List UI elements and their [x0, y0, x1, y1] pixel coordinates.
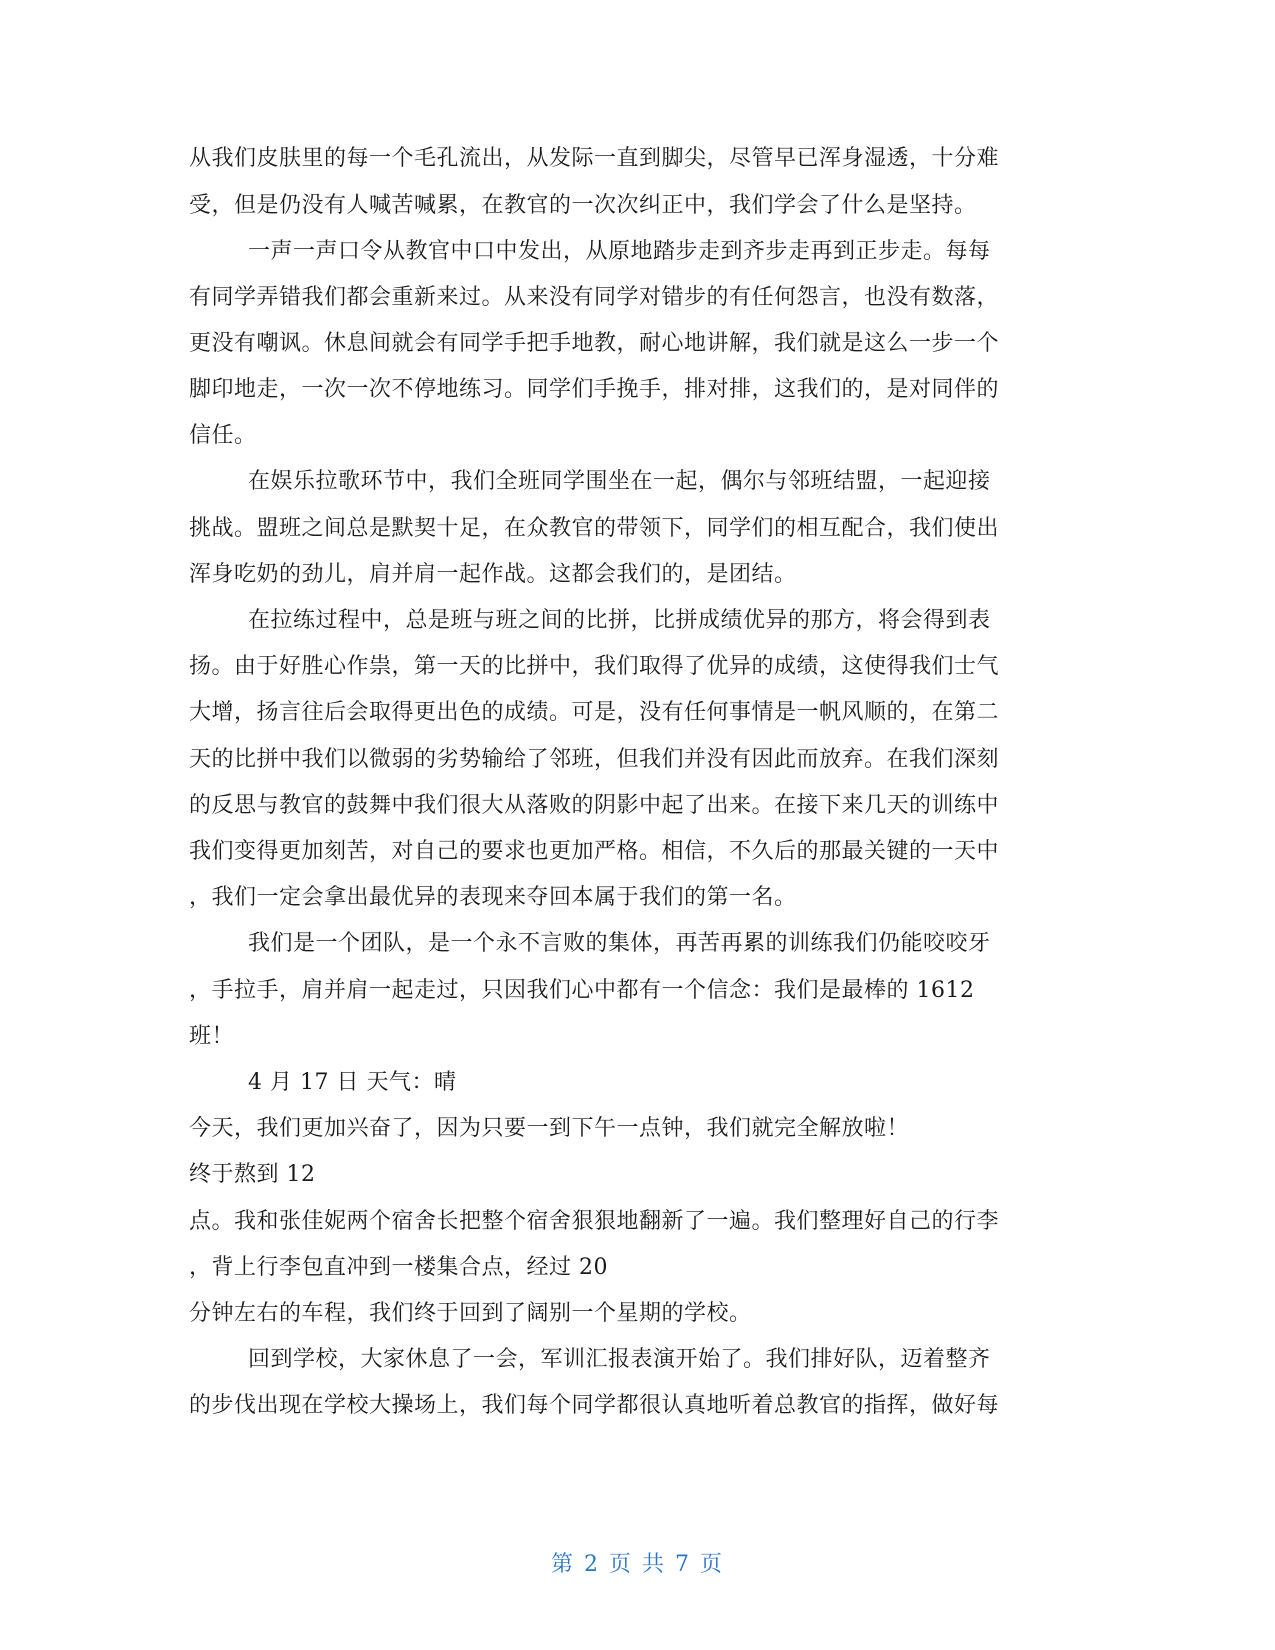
paragraph-start-line: 在娱乐拉歌环节中，我们全班同学围坐在一起，偶尔与邻班结盟，一起迎接: [248, 469, 991, 494]
text-line: 天的比拼中我们以微弱的劣势输给了邻班，但我们并没有因此而放弃。在我们深刻: [189, 747, 1000, 772]
date-weather-line: 4 月 17 日 天气：晴: [248, 1070, 457, 1095]
paragraph-start-line: 我们是一个团队，是一个永不言败的集体，再苦再累的训练我们仍能咬咬牙: [248, 931, 991, 956]
paragraph-start-line: 一声一声口令从教官中口中发出，从原地踏步走到齐步走再到正步走。每每: [248, 239, 991, 264]
text-line: 的步伐出现在学校大操场上，我们每个同学都很认真地听着总教官的指挥，做好每: [189, 1393, 1000, 1418]
text-line: 点。我和张佳妮两个宿舍长把整个宿舍狠狠地翻新了一遍。我们整理好自己的行李: [189, 1209, 1000, 1234]
text-line: 受，但是仍没有人喊苦喊累，在教官的一次次纠正中，我们学会了什么是坚持。: [189, 193, 977, 218]
text-line: ，背上行李包直冲到一楼集合点，经过 20: [189, 1255, 608, 1280]
text-line: ，我们一定会拿出最优异的表现来夺回本属于我们的第一名。: [189, 885, 797, 910]
text-line: 大增，扬言往后会取得更出色的成绩。可是，没有任何事情是一帆风顺的，在第二: [189, 700, 1000, 725]
text-line: 挑战。盟班之间总是默契十足，在众教官的带领下，同学们的相互配合，我们使出: [189, 516, 1000, 541]
text-line: 信任。: [189, 423, 257, 448]
text-line: 班！: [189, 1024, 235, 1049]
paragraph-start-line: 在拉练过程中，总是班与班之间的比拼，比拼成绩优异的那方，将会得到表: [248, 608, 991, 633]
text-line: 我们变得更加刻苦，对自己的要求也更加严格。相信，不久后的那最关键的一天中: [189, 839, 1000, 864]
text-line: 从我们皮肤里的每一个毛孔流出，从发际一直到脚尖，尽管早已浑身湿透，十分难: [189, 146, 1000, 171]
page-number-footer: 第 2 页 共 7 页: [551, 1552, 724, 1577]
text-line: 有同学弄错我们都会重新来过。从来没有同学对错步的有任何怨言，也没有数落，: [189, 285, 1000, 310]
text-line: 扬。由于好胜心作祟，第一天的比拼中，我们取得了优异的成绩，这使得我们士气: [189, 654, 1000, 679]
text-line: 分钟左右的车程，我们终于回到了阔别一个星期的学校。: [189, 1301, 752, 1326]
text-line: 今天，我们更加兴奋了，因为只要一到下午一点钟，我们就完全解放啦！: [189, 1116, 910, 1141]
text-line: 更没有嘲讽。休息间就会有同学手把手地教，耐心地讲解，我们就是这么一步一个: [189, 331, 1000, 356]
text-line: 脚印地走，一次一次不停地练习。同学们手挽手，排对排，这我们的，是对同伴的: [189, 377, 1000, 402]
text-line: ，手拉手，肩并肩一起走过，只因我们心中都有一个信念：我们是最棒的 1612: [189, 978, 975, 1003]
paragraph-start-line: 回到学校，大家休息了一会，军训汇报表演开始了。我们排好队，迈着整齐: [248, 1347, 991, 1372]
text-line: 终于熬到 12: [189, 1162, 316, 1187]
text-line: 的反思与教官的鼓舞中我们很大从落败的阴影中起了出来。在接下来几天的训练中: [189, 793, 1000, 818]
text-line: 浑身吃奶的劲儿，肩并肩一起作战。这都会我们的，是团结。: [189, 562, 797, 587]
